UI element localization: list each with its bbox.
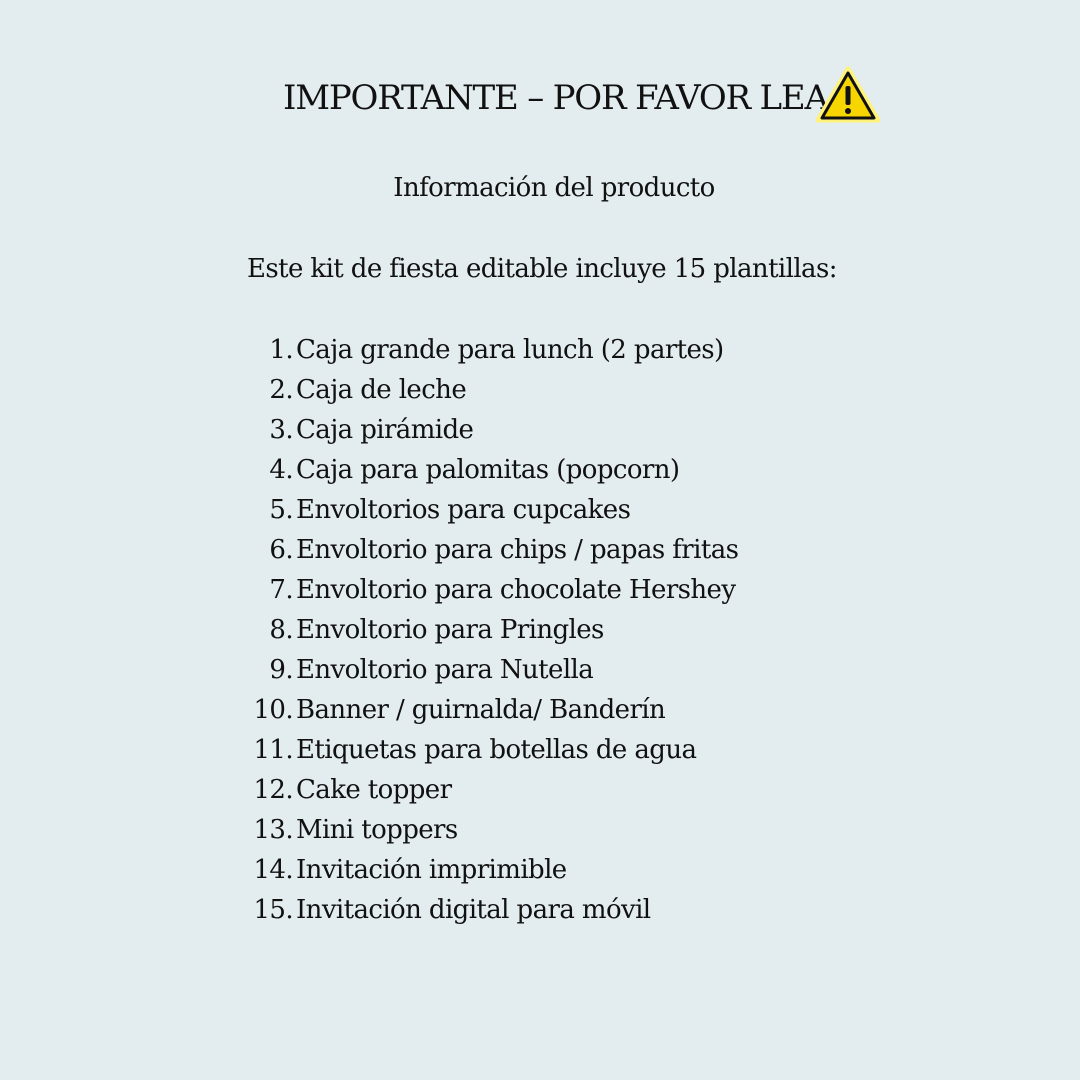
item-label: Caja de leche (296, 375, 467, 405)
title-row (0, 64, 1080, 134)
item-number: 10. (253, 695, 293, 725)
page-title: IMPORTANTE – POR FAVOR LEA (283, 78, 828, 118)
item-label: Etiquetas para botellas de agua (296, 735, 697, 765)
item-label: Caja grande para lunch (2 partes) (296, 335, 724, 365)
item-label: Envoltorio para chocolate Hershey (296, 575, 736, 605)
item-number: 2. (269, 375, 293, 405)
item-number: 6. (269, 535, 293, 565)
item-label: Envoltorio para chips / papas fritas (296, 535, 739, 565)
item-label: Invitación imprimible (296, 855, 567, 885)
item-number: 15. (253, 895, 293, 925)
item-number: 14. (253, 855, 293, 885)
item-number: 7. (269, 575, 293, 605)
item-label: Caja para palomitas (popcorn) (296, 455, 680, 485)
item-number: 5. (269, 495, 293, 525)
item-number: 8. (269, 615, 293, 645)
item-label: Mini toppers (296, 815, 458, 845)
product-info-heading: Información del producto (393, 173, 715, 203)
item-number: 4. (269, 455, 293, 485)
intro-text: Este kit de fiesta editable incluye 15 plantillas: (247, 254, 837, 284)
item-label: Envoltorios para cupcakes (296, 495, 631, 525)
item-label: Invitación digital para móvil (296, 895, 651, 925)
item-number: 12. (253, 775, 293, 805)
item-label: Banner / guirnalda/ Banderín (296, 695, 666, 725)
item-number: 3. (269, 415, 293, 445)
item-label: Envoltorio para Nutella (296, 655, 594, 685)
item-number: 13. (253, 815, 293, 845)
item-label: Envoltorio para Pringles (296, 615, 604, 645)
item-label: Caja pirámide (296, 415, 474, 445)
item-label: Cake topper (296, 775, 452, 805)
item-number: 11. (253, 735, 293, 765)
warning-icon (814, 64, 882, 126)
item-number: 1. (269, 335, 293, 365)
item-number: 9. (269, 655, 293, 685)
